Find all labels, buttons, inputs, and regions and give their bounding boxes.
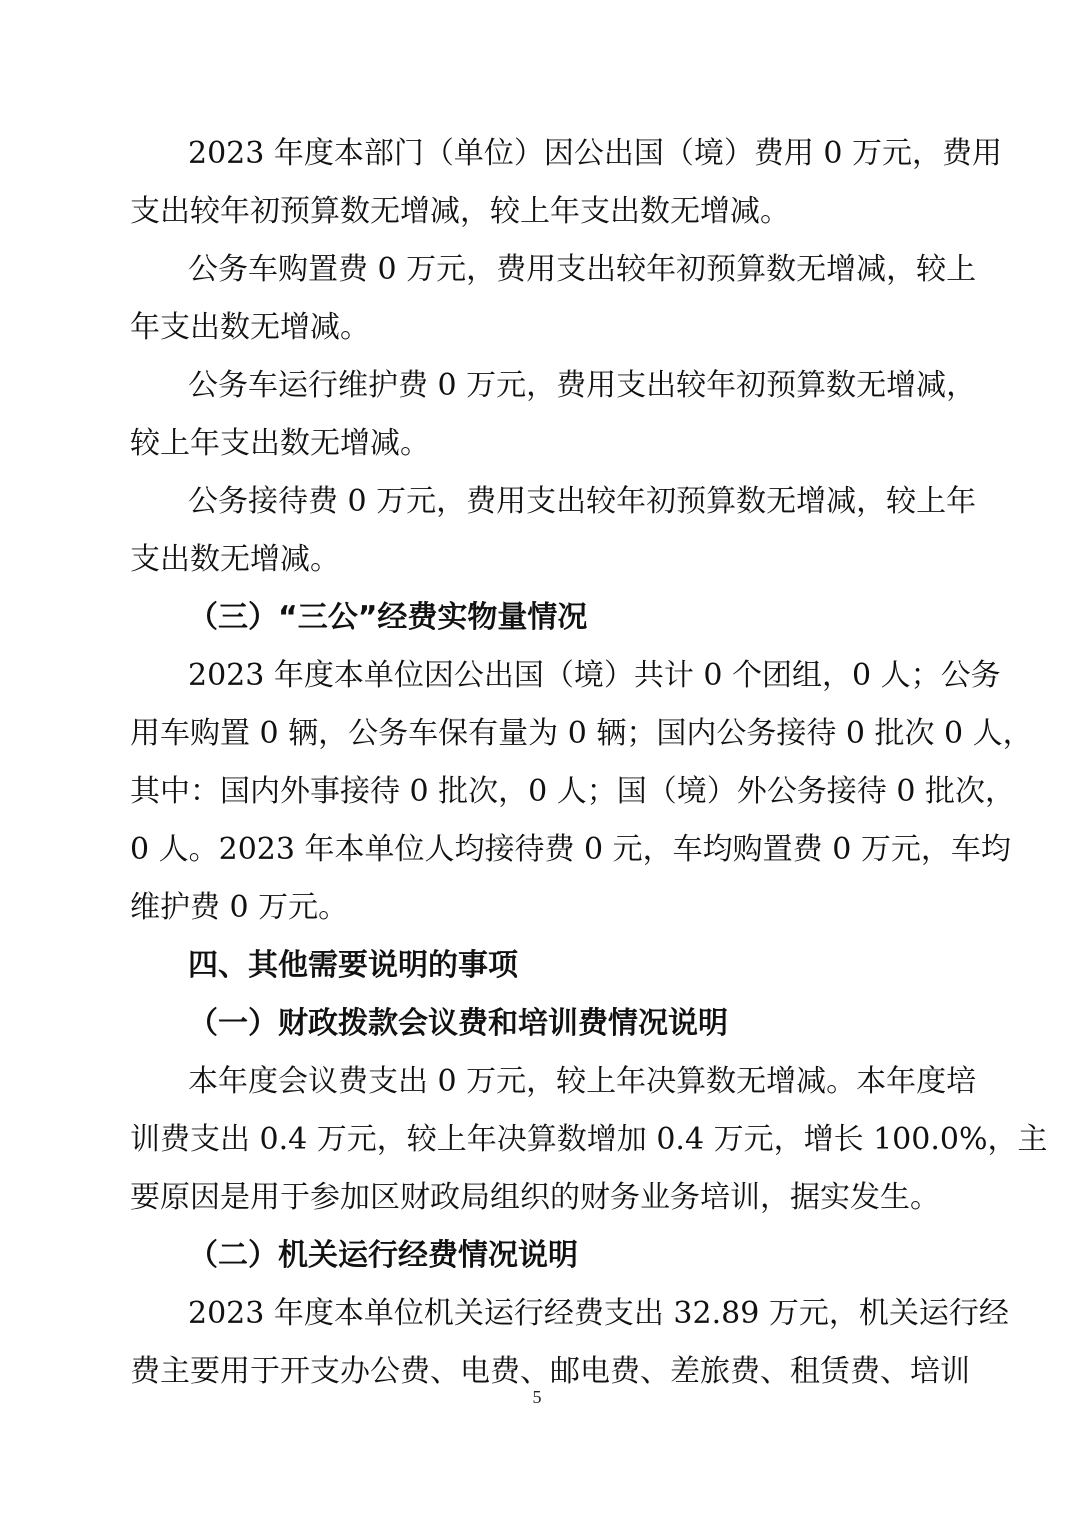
body-text-line: 支出数无增减。 [130, 542, 340, 577]
body-text-line: 本年度会议费支出 0 万元，较上年决算数无增减。本年度培 [188, 1064, 977, 1099]
body-text-line: 2023 年度本单位机关运行经费支出 32.89 万元，机关运行经 [188, 1296, 1009, 1331]
body-text-line: 用车购置 0 辆，公务车保有量为 0 辆；国内公务接待 0 批次 0 人， [130, 716, 1033, 751]
body-text-line: 支出较年初预算数无增减，较上年支出数无增减。 [130, 194, 790, 229]
body-text-line: 2023 年度本部门（单位）因公出国（境）费用 0 万元，费用 [188, 136, 1003, 171]
body-text-line: 年支出数无增减。 [130, 310, 370, 345]
document-page [130, 125, 1048, 1401]
body-text-line: 公务车运行维护费 0 万元，费用支出较年初预算数无增减， [188, 368, 977, 403]
body-text-line: 2023 年度本单位因公出国（境）共计 0 个团组，0 人；公务 [188, 658, 1001, 693]
body-text-line: 要原因是用于参加区财政局组织的财务业务培训，据实发生。 [130, 1180, 940, 1215]
body-text-line: 0 人。2023 年本单位人均接待费 0 元，车均购置费 0 万元，车均 [130, 832, 1011, 867]
page-number: 5 [532, 1387, 542, 1407]
body-text-line: 较上年支出数无增减。 [130, 426, 430, 461]
section-heading: 四、其他需要说明的事项 [188, 948, 518, 983]
section-heading: （三）“三公”经费实物量情况 [188, 600, 588, 635]
body-text-line: 训费支出 0.4 万元，较上年决算数增加 0.4 万元，增长 100.0%，主 [130, 1122, 1048, 1157]
body-text-line: 费主要用于开支办公费、电费、邮电费、差旅费、租赁费、培训 [130, 1354, 970, 1389]
subsection-heading: （一）财政拨款会议费和培训费情况说明 [188, 1006, 728, 1041]
body-text-line: 公务车购置费 0 万元，费用支出较年初预算数无增减，较上 [188, 252, 977, 287]
body-text-line: 公务接待费 0 万元，费用支出较年初预算数无增减，较上年 [188, 484, 977, 519]
body-text-line: 其中：国内外事接待 0 批次，0 人；国（境）外公务接待 0 批次， [130, 774, 1015, 809]
subsection-heading: （二）机关运行经费情况说明 [188, 1238, 578, 1273]
body-text-line: 维护费 0 万元。 [130, 890, 349, 925]
